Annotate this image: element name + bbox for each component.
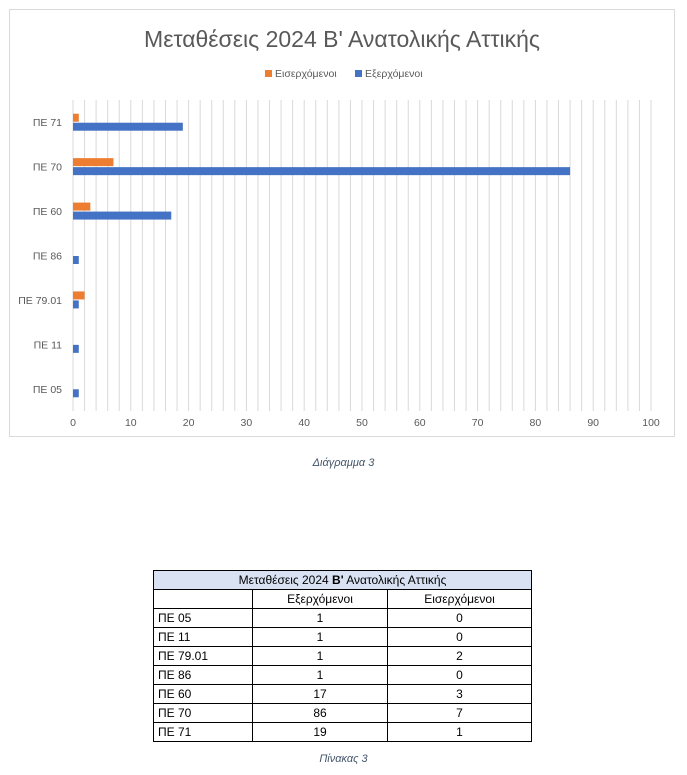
table-row bbox=[154, 628, 532, 647]
legend-label: Εισερχόμενοι bbox=[275, 68, 337, 80]
bar-outgoing bbox=[73, 123, 183, 131]
y-category-label: ΠΕ 11 bbox=[33, 339, 62, 352]
table-row bbox=[154, 609, 532, 628]
table-cell: 0 bbox=[388, 609, 532, 628]
table-row bbox=[154, 647, 532, 666]
table-cell: 1 bbox=[253, 609, 388, 628]
table-cell: ΠΕ 86 bbox=[154, 666, 253, 685]
table-cell: 1 bbox=[253, 628, 388, 647]
table-title-prefix: Μεταθέσεις 2024 bbox=[238, 573, 333, 587]
bar-outgoing bbox=[73, 300, 79, 308]
table-title bbox=[154, 571, 532, 590]
table-cell: 1 bbox=[253, 647, 388, 666]
x-tick-label: 70 bbox=[471, 417, 484, 429]
bar-incoming bbox=[73, 203, 90, 211]
chart-caption: Διάγραμμα 3 bbox=[312, 457, 375, 469]
table-cell: ΠΕ 79.01 bbox=[154, 647, 253, 666]
table-cell: 19 bbox=[253, 723, 388, 742]
table-cell: 17 bbox=[253, 685, 388, 704]
table-cell: 3 bbox=[388, 685, 532, 704]
table-cell: 86 bbox=[253, 704, 388, 723]
y-category-label: ΠΕ 05 bbox=[32, 383, 62, 396]
x-tick-label: 100 bbox=[642, 417, 660, 429]
bar-outgoing bbox=[73, 256, 79, 264]
x-tick-label: 10 bbox=[124, 417, 137, 429]
table-title-row bbox=[154, 571, 532, 590]
bar-outgoing bbox=[73, 212, 171, 220]
bar-incoming bbox=[73, 114, 79, 122]
table-cell: ΠΕ 60 bbox=[154, 685, 253, 704]
bar-incoming bbox=[73, 291, 85, 299]
chart-container bbox=[9, 9, 675, 437]
table-caption: Πίνακας 3 bbox=[319, 753, 368, 765]
bar-outgoing bbox=[73, 345, 79, 353]
table-header-cell: Εξερχόμενοι bbox=[253, 590, 388, 609]
y-category-label: ΠΕ 86 bbox=[32, 250, 62, 263]
table-cell: 7 bbox=[388, 704, 532, 723]
table-cell: ΠΕ 05 bbox=[154, 609, 253, 628]
x-tick-label: 20 bbox=[182, 417, 195, 429]
bar-outgoing bbox=[73, 167, 570, 175]
x-tick-label: 80 bbox=[529, 417, 542, 429]
y-category-label: ΠΕ 60 bbox=[32, 206, 62, 219]
table-title-bold: Β' bbox=[332, 573, 344, 587]
data-table bbox=[153, 570, 532, 742]
table-cell: ΠΕ 11 bbox=[154, 628, 253, 647]
table-cell: 1 bbox=[388, 723, 532, 742]
table-row bbox=[154, 666, 532, 685]
y-category-label: ΠΕ 79.01 bbox=[18, 294, 62, 307]
y-category-label: ΠΕ 71 bbox=[32, 117, 62, 130]
legend-swatch bbox=[355, 70, 362, 77]
table-title-suffix: Ανατολικής Αττικής bbox=[343, 573, 447, 587]
x-tick-label: 0 bbox=[70, 417, 76, 429]
table-cell: 1 bbox=[253, 666, 388, 685]
table-header-row bbox=[154, 590, 532, 609]
table-cell: ΠΕ 70 bbox=[154, 704, 253, 723]
table-cell: ΠΕ 71 bbox=[154, 723, 253, 742]
chart-title: Μεταθέσεις 2024 Β' Ανατολικής Αττικής bbox=[144, 26, 540, 52]
table-header-cell bbox=[154, 590, 253, 609]
legend-label: Εξερχόμενοι bbox=[365, 68, 423, 80]
table-row bbox=[154, 685, 532, 704]
x-tick-label: 30 bbox=[240, 417, 253, 429]
x-tick-label: 40 bbox=[298, 417, 311, 429]
table-cell: 0 bbox=[388, 666, 532, 685]
x-tick-label: 60 bbox=[413, 417, 426, 429]
bar-incoming bbox=[73, 158, 113, 166]
bar-outgoing bbox=[73, 389, 79, 397]
table-header-cell: Εισερχόμενοι bbox=[388, 590, 532, 609]
legend-swatch bbox=[265, 70, 272, 77]
table-row bbox=[154, 704, 532, 723]
y-category-label: ΠΕ 70 bbox=[32, 161, 62, 174]
x-tick-label: 50 bbox=[356, 417, 368, 429]
bar-chart bbox=[10, 10, 674, 436]
x-tick-label: 90 bbox=[587, 417, 600, 429]
table-row bbox=[154, 723, 532, 742]
table-cell: 0 bbox=[388, 628, 532, 647]
table-cell: 2 bbox=[388, 647, 532, 666]
